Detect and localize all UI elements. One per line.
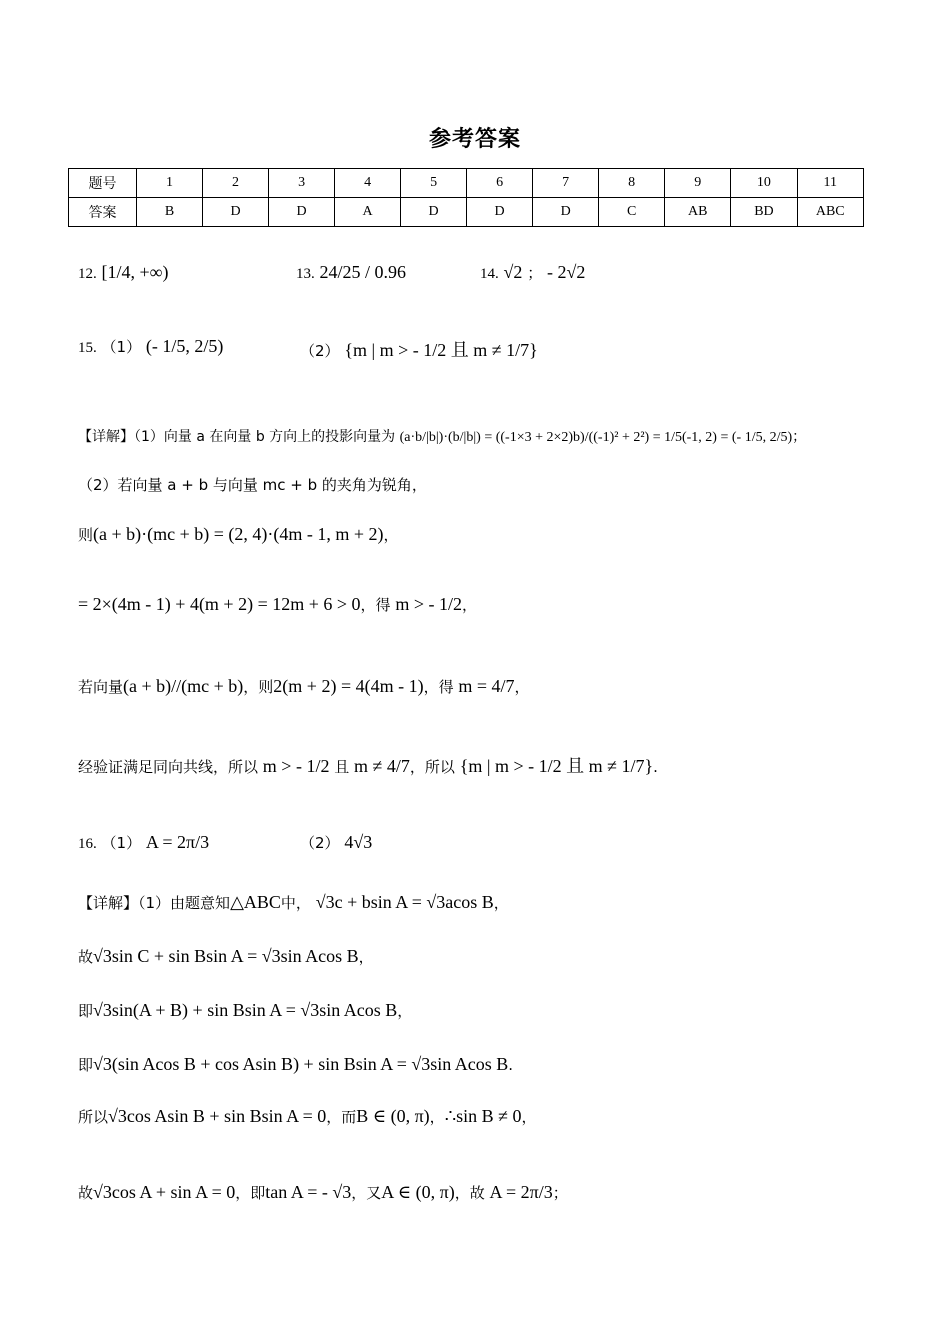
table-cell: AB [665,198,731,227]
table-cell: D [401,198,467,227]
detail-15-line-2 [78,474,427,495]
detail-math: △ABC [230,892,281,912]
detail-16-line-3 [78,1000,412,1021]
detail-16-line-2 [78,946,374,967]
table-cell: D [269,198,335,227]
punctuation: ， [514,678,530,696]
table-cell: 4 [335,169,401,198]
detail-text: 即 [78,1056,94,1074]
detail-text: 若向量 [78,678,124,696]
table-cell: BD [731,198,797,227]
detail-math: m ≠ 4/7 [354,756,410,776]
detail-text: （1）向量 a 在向量 b 方向上的投影向量为 [134,429,396,445]
table-cell: 3 [269,169,335,198]
detail-math: 2(m + 2) = 4(4m - 1) [273,676,424,696]
answer-line-15-part2 [300,336,538,362]
detail-math: A ∈ (0, π) [381,1182,455,1202]
table-cell: D [203,198,269,227]
table-cell: D [467,198,533,227]
detail-math: (a·b/|b|)·(b/|b|) = ((-1×3 + 2×2)b)/((-1)² + 2²) = 1/5(-1, 2) = (- 1/5, 2/5) [399,430,793,445]
detail-15-line-5 [78,676,530,697]
table-cell: C [599,198,665,227]
table-cell: 2 [203,169,269,198]
detail-math: (a + b)//(mc + b) [123,676,244,696]
detail-text: 故 [78,948,94,966]
detail-text: ，得 [360,596,391,614]
row-label-answers: 答案 [69,198,137,227]
detail-15-line-4 [78,594,477,615]
punctuation: ， [521,1108,537,1126]
detail-text: 中， [280,894,311,912]
detail-label: 【详解】 [78,429,134,445]
answer-15-part2: {m | m > - 1/2 且 m ≠ 1/7} [344,340,538,360]
punctuation: ， [462,596,478,614]
detail-text: ，故 [454,1184,485,1202]
answer-line-16 [78,832,209,853]
question-number-13: 13. [296,266,315,282]
detail-text: ，即 [235,1184,266,1202]
punctuation: ； [792,429,807,445]
detail-math: m > - 1/2 [262,756,330,776]
detail-math: {m | m > - 1/2 且 m ≠ 1/7} [459,756,654,776]
part-label-2: （2） [300,342,340,360]
punctuation: ， [397,1002,413,1020]
answer-table [68,168,864,227]
detail-16-line-6 [78,1182,568,1203]
detail-text: 则 [78,526,94,544]
detail-text: 即 [78,1002,94,1020]
detail-16-line-4 [78,1054,513,1075]
detail-math: √3sin C + sin Bsin A = √3sin Acos B [93,946,359,966]
detail-15-line-6 [78,752,658,778]
table-cell: 10 [731,169,797,198]
detail-math: A = 2π/3 [489,1182,553,1202]
answer-14-part1: √2 [503,262,523,282]
punctuation: . [653,758,658,776]
answer-separator: ； [527,264,543,282]
answer-line-16-part2 [300,832,372,853]
answer-16-part2: 4√3 [344,832,373,852]
detail-text: ，得 [423,678,454,696]
table-cell: 11 [797,169,863,198]
detail-math: = 2×(4m - 1) + 4(m + 2) = 12m + 6 > 0 [78,594,361,614]
question-number-16: 16. [78,836,97,852]
table-cell: 9 [665,169,731,198]
table-cell: D [533,198,599,227]
answer-line-15 [78,336,223,357]
question-number-15: 15. [78,340,97,356]
answer-14-part2: - 2√2 [547,262,586,282]
table-cell: A [335,198,401,227]
part-label-1: （1） [101,834,142,852]
detail-math: m > - 1/2 [395,594,462,614]
answer-line-12-14 [78,262,169,283]
detail-label: 【详解】 [78,894,139,912]
table-cell: 6 [467,169,533,198]
detail-16-line-5 [78,1106,537,1127]
part-label-1: （1） [101,338,142,356]
detail-text: ，又 [351,1184,382,1202]
question-number-12: 12. [78,266,97,282]
answer-12: [1/4, +∞) [101,262,169,282]
detail-math: √3(sin Acos B + cos Asin B) + sin Bsin A = √3sin Acos B [93,1054,509,1074]
detail-text: （2）若向量 a + b 与向量 mc + b 的夹角为锐角， [78,476,427,494]
answer-line-13 [296,262,406,283]
detail-math: √3c + bsin A = √3acos B [315,892,494,912]
detail-text: ，所以 [409,758,455,776]
table-row-answers [69,198,864,227]
table-cell: 5 [401,169,467,198]
detail-math: B ∈ (0, π) [356,1106,430,1126]
answer-16-part1: A = 2π/3 [145,832,210,852]
answer-line-14 [480,262,585,283]
answer-13: 24/25 / 0.96 [319,262,407,282]
question-number-14: 14. [480,266,499,282]
detail-math: √3cos A + sin A = 0 [93,1182,236,1202]
table-cell: ABC [797,198,863,227]
detail-text: 故 [78,1184,94,1202]
detail-text: （1）由题意知 [138,894,231,912]
detail-text: ，而 [326,1108,357,1126]
table-cell: 1 [137,169,203,198]
table-cell: 7 [533,169,599,198]
answer-15-part1: (- 1/5, 2/5) [145,336,224,356]
row-label-numbers: 题号 [69,169,137,198]
detail-text: 经验证满足同向共线，所以 [78,758,259,776]
detail-16-line-1 [78,892,509,913]
detail-math: √3sin(A + B) + sin Bsin A = √3sin Acos B [93,1000,398,1020]
table-cell: B [137,198,203,227]
detail-text: ， [429,1108,445,1126]
table-cell: 8 [599,169,665,198]
detail-math: m = 4/7 [458,676,515,696]
punctuation: ； [552,1184,568,1202]
punctuation: ， [493,894,509,912]
punctuation: . [508,1056,514,1074]
punctuation: ， [383,526,399,544]
detail-math: tan A = - √3 [265,1182,352,1202]
page-title: 参考答案 [428,127,521,152]
detail-text: 且 [334,758,350,776]
detail-text: ，则 [243,678,274,696]
detail-15-line-1 [78,426,806,446]
table-row-numbers [69,169,864,198]
detail-text: 所以 [78,1108,109,1126]
detail-math: √3cos Asin B + sin Bsin A = 0 [108,1106,327,1126]
part-label-2: （2） [300,834,340,852]
detail-15-line-3 [78,524,399,545]
punctuation: ， [358,948,374,966]
detail-math: ∴sin B ≠ 0 [444,1106,522,1126]
detail-math: (a + b)·(mc + b) = (2, 4)·(4m - 1, m + 2) [93,524,384,544]
